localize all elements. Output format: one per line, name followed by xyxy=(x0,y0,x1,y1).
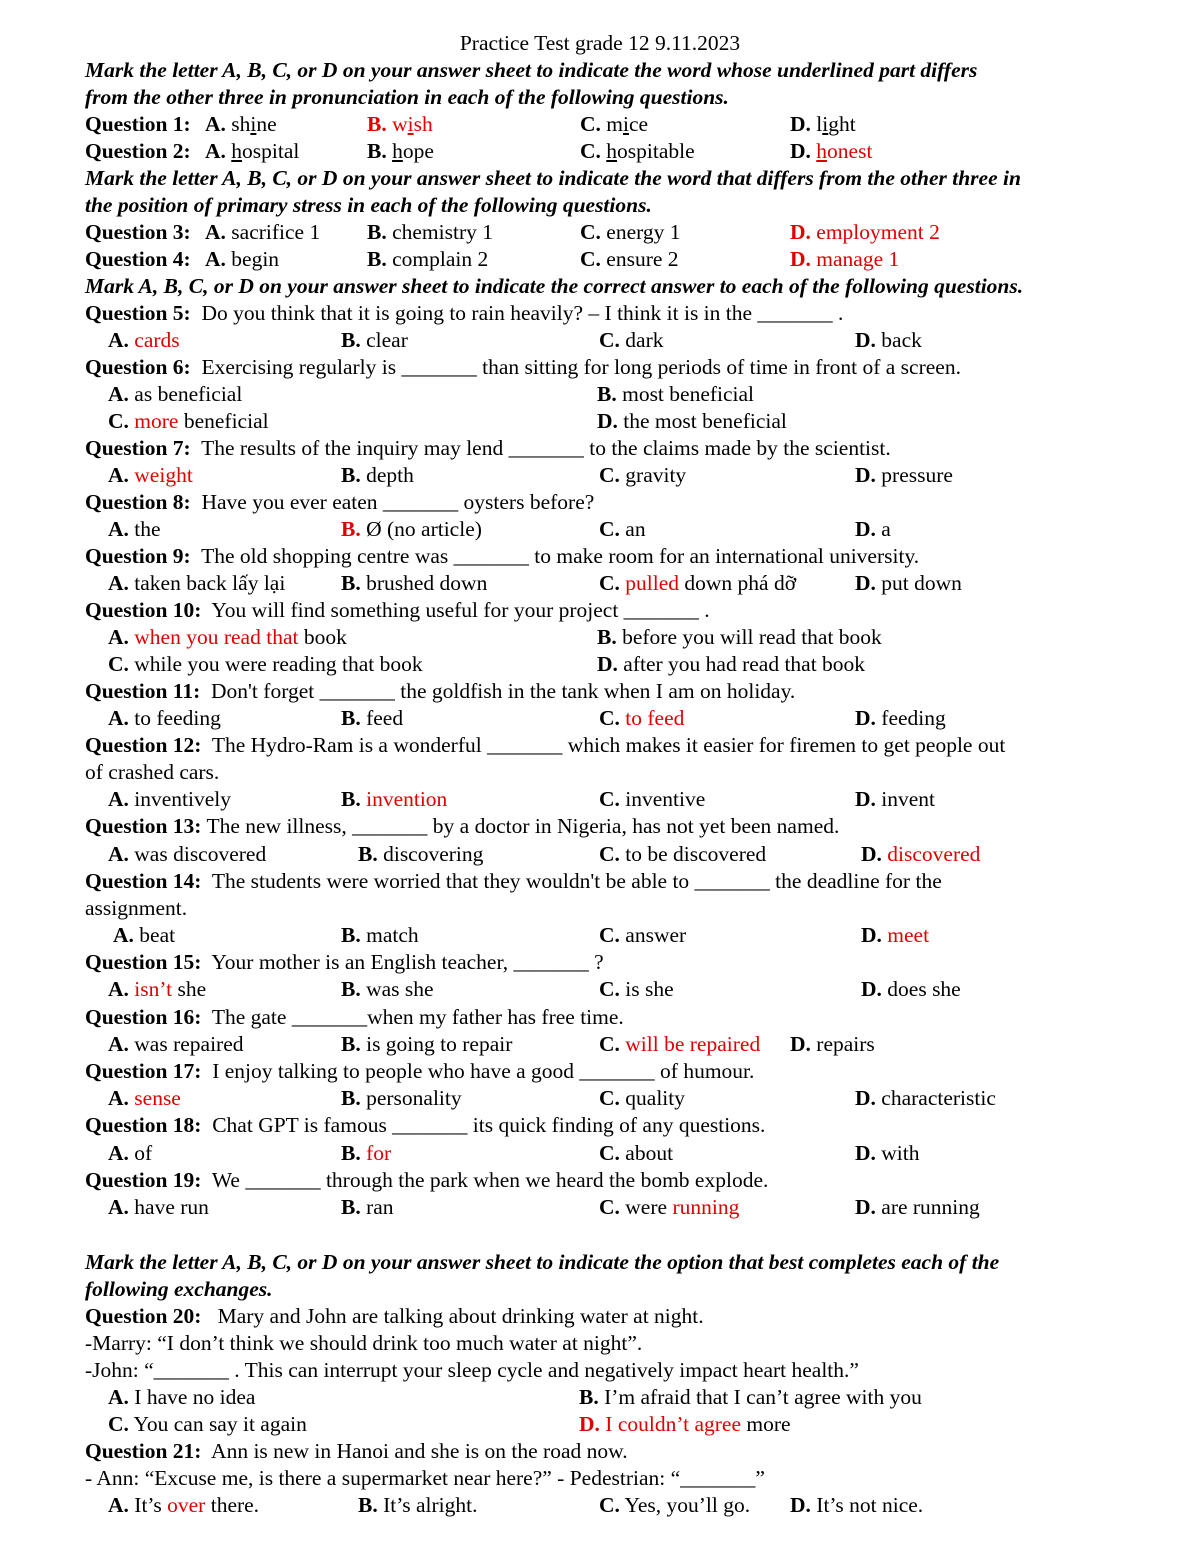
q14-option-b: B. match xyxy=(341,923,419,947)
q16-option-b: B. is going to repair xyxy=(341,1032,513,1056)
q14-option-a: A. beat xyxy=(113,923,176,947)
q17-option-b: B. personality xyxy=(341,1086,462,1110)
q4-option-b: B. complain 2 xyxy=(367,247,489,271)
q6-option-d: D. the most beneficial xyxy=(597,409,787,433)
q10-option-d: D. after you had read that book xyxy=(597,652,866,676)
page-title: Practice Test grade 12 9.11.2023 xyxy=(459,31,741,55)
question-15: Question 15: Your mother is an English teacher, _______ ? xyxy=(85,950,604,974)
q18-option-a: A. of xyxy=(108,1141,153,1165)
q2-option-d: D. honest xyxy=(790,139,873,163)
q21-option-d: D. It’s not nice. xyxy=(790,1493,924,1517)
q20-dialogue-line-2: -John: “_______ . This can interrupt your sleep cycle and negatively impact heart health.” xyxy=(85,1358,859,1382)
q9-option-b: B. brushed down xyxy=(341,571,488,595)
q15-option-c: C. is she xyxy=(599,977,674,1001)
question-4-label: Question 4: xyxy=(85,247,191,271)
q20-option-b: B. I’m afraid that I can’t agree with you xyxy=(579,1385,922,1409)
q5-option-a: A. cards xyxy=(108,328,180,352)
q17-option-a: A. sense xyxy=(108,1086,181,1110)
question-13: Question 13: The new illness, _______ by a doctor in Nigeria, has not yet been named. xyxy=(85,814,840,838)
question-6: Question 6: Exercising regularly is _______ than sitting for long periods of time in front of a screen. xyxy=(85,355,961,379)
q11-option-c: C. to feed xyxy=(599,706,685,730)
instruction-stress: Mark the letter A, B, C, or D on your answer sheet to indicate the word that differs from the other three in xyxy=(85,166,1021,190)
q14-option-c: C. answer xyxy=(599,923,687,947)
question-1-label: Question 1: xyxy=(85,112,191,136)
q19-option-a: A. have run xyxy=(108,1195,209,1219)
q12-option-b: B. invention xyxy=(341,787,448,811)
q12-option-d: D. invent xyxy=(855,787,936,811)
q3-option-b: B. chemistry 1 xyxy=(367,220,494,244)
q11-option-d: D. feeding xyxy=(855,706,946,730)
q7-option-b: B. depth xyxy=(341,463,414,487)
q9-option-c: C. pulled down phá dỡ xyxy=(599,571,797,595)
q18-option-d: D. with xyxy=(855,1141,920,1165)
q6-option-c: C. more beneficial xyxy=(108,409,269,433)
q2-option-c: C. hospitable xyxy=(580,139,695,163)
q21-option-c: C. Yes, you’ll go. xyxy=(599,1493,751,1517)
q1-option-a: A. shine xyxy=(205,112,277,136)
q8-option-c: C. an xyxy=(599,517,646,541)
question-2-label: Question 2: xyxy=(85,139,191,163)
instruction-exchanges-cont: following exchanges. xyxy=(85,1277,273,1301)
q3-option-a: A. sacrifice 1 xyxy=(205,220,321,244)
q15-option-b: B. was she xyxy=(341,977,434,1001)
q19-option-c: C. were running xyxy=(599,1195,740,1219)
q13-option-a: A. was discovered xyxy=(108,842,267,866)
q17-option-d: D. characteristic xyxy=(855,1086,996,1110)
question-9: Question 9: The old shopping centre was _______ to make room for an international university. xyxy=(85,544,920,568)
q8-option-d: D. a xyxy=(855,517,891,541)
q20-option-a: A. I have no idea xyxy=(108,1385,256,1409)
q8-option-b: B. Ø (no article) xyxy=(341,517,482,541)
q11-option-a: A. to feeding xyxy=(108,706,221,730)
q20-option-d: D. I couldn’t agree more xyxy=(579,1412,791,1436)
q12-option-c: C. inventive xyxy=(599,787,706,811)
q5-option-c: C. dark xyxy=(599,328,664,352)
question-12: Question 12: The Hydro-Ram is a wonderful _______ which makes it easier for firemen to get people out xyxy=(85,733,1006,757)
q14-option-d: D. meet xyxy=(861,923,930,947)
q4-option-c: C. ensure 2 xyxy=(580,247,679,271)
question-10: Question 10: You will find something useful for your project _______ . xyxy=(85,598,710,622)
q3-option-d: D. employment 2 xyxy=(790,220,940,244)
q8-option-a: A. the xyxy=(108,517,161,541)
q20-option-c: C. You can say it again xyxy=(108,1412,307,1436)
q15-option-d: D. does she xyxy=(861,977,961,1001)
q21-dialogue-line-1: - Ann: “Excuse me, is there a supermarket near here?” - Pedestrian: “_______” xyxy=(85,1466,765,1490)
q7-option-d: D. pressure xyxy=(855,463,953,487)
q1-option-b: B. wish xyxy=(367,112,433,136)
q9-option-d: D. put down xyxy=(855,571,962,595)
q11-option-b: B. feed xyxy=(341,706,404,730)
question-3-label: Question 3: xyxy=(85,220,191,244)
q15-option-a: A. isn’t she xyxy=(108,977,207,1001)
q2-option-a: A. hospital xyxy=(205,139,300,163)
question-18: Question 18: Chat GPT is famous _______ its quick finding of any questions. xyxy=(85,1113,766,1137)
q9-option-a: A. taken back lấy lại xyxy=(108,571,286,595)
instruction-correct-answer: Mark A, B, C, or D on your answer sheet to indicate the correct answer to each of the following questions. xyxy=(85,274,1024,298)
question-21: Question 21: Ann is new in Hanoi and she is on the road now. xyxy=(85,1439,628,1463)
question-12-cont: of crashed cars. xyxy=(85,760,220,784)
question-19: Question 19: We _______ through the park when we heard the bomb explode. xyxy=(85,1168,769,1192)
q19-option-b: B. ran xyxy=(341,1195,394,1219)
question-17: Question 17: I enjoy talking to people who have a good _______ of humour. xyxy=(85,1059,755,1083)
q10-option-b: B. before you will read that book xyxy=(597,625,882,649)
instruction-pronunciation: Mark the letter A, B, C, or D on your answer sheet to indicate the word whose underlined part differs xyxy=(85,58,978,82)
q18-option-b: B. for xyxy=(341,1141,392,1165)
q12-option-a: A. inventively xyxy=(108,787,232,811)
question-5: Question 5: Do you think that it is going to rain heavily? – I think it is in the _______ . xyxy=(85,301,844,325)
q5-option-d: D. back xyxy=(855,328,922,352)
q13-option-b: B. discovering xyxy=(358,842,484,866)
q19-option-d: D. are running xyxy=(855,1195,980,1219)
question-8: Question 8: Have you ever eaten _______ oysters before? xyxy=(85,490,595,514)
q16-option-a: A. was repaired xyxy=(108,1032,244,1056)
q21-option-b: B. It’s alright. xyxy=(358,1493,478,1517)
q7-option-c: C. gravity xyxy=(599,463,687,487)
q10-option-a: A. when you read that book xyxy=(108,625,347,649)
q16-option-c: C. will be repaired xyxy=(599,1032,761,1056)
q4-option-a: A. begin xyxy=(205,247,280,271)
question-7: Question 7: The results of the inquiry may lend _______ to the claims made by the scientist. xyxy=(85,436,891,460)
q13-option-d: D. discovered xyxy=(861,842,981,866)
q4-option-d: D. manage 1 xyxy=(790,247,900,271)
q16-option-d: D. repairs xyxy=(790,1032,875,1056)
q7-option-a: A. weight xyxy=(108,463,193,487)
question-14: Question 14: The students were worried that they wouldn't be able to _______ the deadline for the xyxy=(85,869,942,893)
q2-option-b: B. hope xyxy=(367,139,434,163)
q21-option-a: A. It’s over there. xyxy=(108,1493,260,1517)
question-16: Question 16: The gate _______when my father has free time. xyxy=(85,1005,624,1029)
q10-option-c: C. while you were reading that book xyxy=(108,652,423,676)
instruction-exchanges: Mark the letter A, B, C, or D on your answer sheet to indicate the option that best completes each of the xyxy=(85,1250,1000,1274)
q6-option-b: B. most beneficial xyxy=(597,382,755,406)
question-20: Question 20: Mary and John are talking about drinking water at night. xyxy=(85,1304,704,1328)
q5-option-b: B. clear xyxy=(341,328,408,352)
question-14-cont: assignment. xyxy=(85,896,188,920)
q13-option-c: C. to be discovered xyxy=(599,842,767,866)
q17-option-c: C. quality xyxy=(599,1086,685,1110)
q20-dialogue-line-1: -Marry: “I don’t think we should drink too much water at night”. xyxy=(85,1331,643,1355)
q18-option-c: C. about xyxy=(599,1141,674,1165)
q3-option-c: C. energy 1 xyxy=(580,220,681,244)
instruction-stress-cont: the position of primary stress in each of the following questions. xyxy=(85,193,652,217)
q1-option-c: C. mice xyxy=(580,112,649,136)
q1-option-d: D. light xyxy=(790,112,856,136)
q6-option-a: A. as beneficial xyxy=(108,382,243,406)
question-11: Question 11: Don't forget _______ the goldfish in the tank when I am on holiday. xyxy=(85,679,796,703)
instruction-pronunciation-cont: from the other three in pronunciation in each of the following questions. xyxy=(85,85,729,109)
